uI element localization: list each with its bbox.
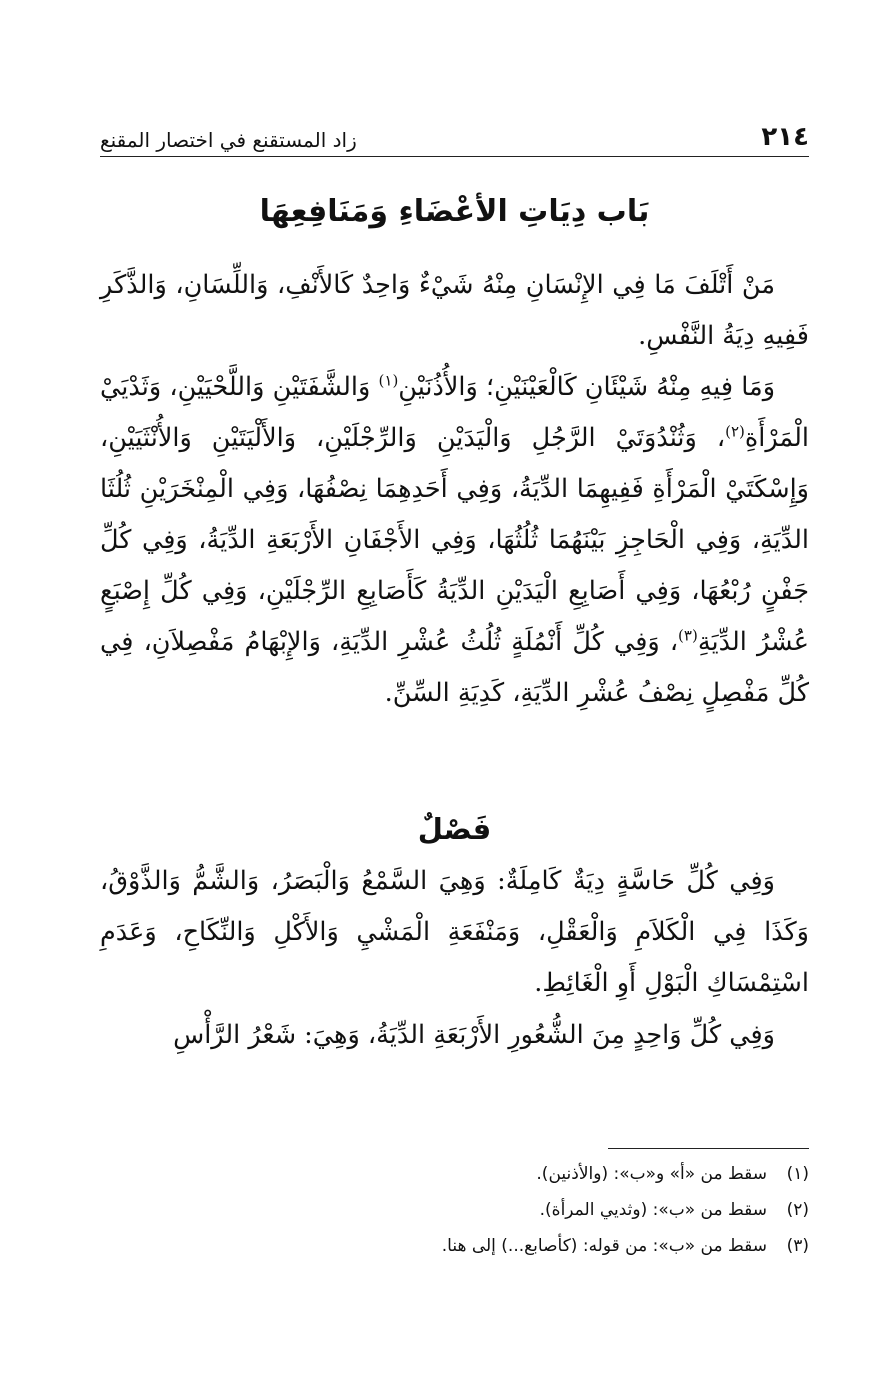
footnote-text: سقط من «أ» و«ب»: (والأذنين). xyxy=(536,1164,767,1184)
footnote-marker[interactable]: (١) xyxy=(378,371,399,390)
paragraph: وَفِي كُلِّ وَاحِدٍ مِنَ الشُّعُورِ الأَرْبَعَةِ الدِّيَةُ، وَهِيَ: شَعْرُ الرَّأْسِ xyxy=(173,1020,775,1050)
paragraph-text: وَمَا فِيهِ مِنْهُ شَيْئَانِ كَالْعَيْنَيْنِ؛ وَالأُذُنَيْنِ xyxy=(398,372,776,402)
footnotes xyxy=(100,1156,809,1264)
footnote-number: (٢) xyxy=(786,1200,809,1220)
paragraph-text: ، وَفِي كُلِّ أَنْمُلَةٍ ثُلُثُ عُشْرِ الدِّيَةِ، وَالإِبْهَامُ مَفْصِلاَنِ، فِي كُلِّ مَفْصِلٍ نِصْفُ عُشْرِ الدِّيَةِ، كَدِيَةِ السِّنِّ. xyxy=(100,627,809,708)
header-rule xyxy=(100,156,809,157)
paragraph-block xyxy=(100,260,809,362)
footnote-number: (٣) xyxy=(786,1236,809,1256)
paragraph-block xyxy=(100,856,809,1009)
footnote xyxy=(100,1192,809,1228)
paragraph-text: ، وَثُنْدُوَتَيْ الرَّجُلِ وَالْيَدَيْنِ وَالرِّجْلَيْنِ، وَالأَلْيَتَيْنِ وَالأُنْثَيَيْنِ، وَإِسْكَتَيْ الْمَرْأَةِ فَفِيهِمَا الدِّيَةُ، وَفِي أَحَدِهِمَا نِصْفُهَا، وَفِي الْمِنْخَرَيْنِ ثُلُثَا الدِّيَةِ، وَفِي الْحَاجِزِ بَيْنَهُمَا ثُلُثُهَا، وَفِي الأَجْفَانِ الأَرْبَعَةِ الدِّيَةُ، وَفِي كُلِّ جَفْنٍ رُبْعُهَا، وَفِي أَصَابِعِ الْيَدَيْنِ الدِّيَةُ كَأَصَابِعِ الرِّجْلَيْنِ، وَفِي كُلِّ إِصْبَعٍ عُشْرُ الدِّيَةِ xyxy=(100,423,809,657)
paragraph-block xyxy=(100,362,809,719)
footnote-number: (١) xyxy=(786,1164,809,1184)
footnote xyxy=(100,1156,809,1192)
paragraph xyxy=(100,362,809,719)
chapter-title: بَاب دِيَاتِ الأعْضَاءِ وَمَنَافِعِهَا xyxy=(259,194,650,229)
paragraph-block xyxy=(100,1010,809,1061)
page-header xyxy=(100,112,809,152)
running-title: زاد المستقنع في اختصار المقنع xyxy=(100,128,357,152)
paragraph-text: وَالشَّفَتَيْنِ وَاللَّحْيَيْنِ، وَثَدْيَيْ الْمَرْأَةِ xyxy=(100,372,809,453)
footnote-marker[interactable]: (٣) xyxy=(678,626,698,645)
paragraph: مَنْ أَتْلَفَ مَا فِي الإِنْسَانِ مِنْهُ شَيْءٌ وَاحِدٌ كَالأَنْفِ، وَاللِّسَانِ، وَالذَّكَرِ فَفِيهِ دِيَةُ النَّفْسِ. xyxy=(100,270,809,351)
footnote-text: سقط من «ب»: من قوله: (كأصابع...) إلى هنا. xyxy=(441,1236,767,1256)
footnote xyxy=(100,1228,809,1264)
section-title: فَصْلٌ xyxy=(417,812,492,846)
footnote-text: سقط من «ب»: (وثديي المرأة). xyxy=(539,1200,767,1220)
paragraph: وَفِي كُلِّ حَاسَّةٍ دِيَةٌ كَامِلَةٌ: وَهِيَ السَّمْعُ وَالْبَصَرُ، وَالشَّمُّ وَالذَّوْقُ، وَكَذَا فِي الْكَلاَمِ وَالْعَقْلِ، وَمَنْفَعَةِ الْمَشْيِ وَالأَكْلِ وَالنِّكَاحِ، وَعَدَمِ اسْتِمْسَاكِ الْبَوْلِ أَوِ الْغَائِطِ. xyxy=(100,866,809,998)
page-number: ٢١٤ xyxy=(761,122,809,152)
footnote-rule xyxy=(608,1148,809,1149)
footnote-marker[interactable]: (٢) xyxy=(725,422,745,441)
